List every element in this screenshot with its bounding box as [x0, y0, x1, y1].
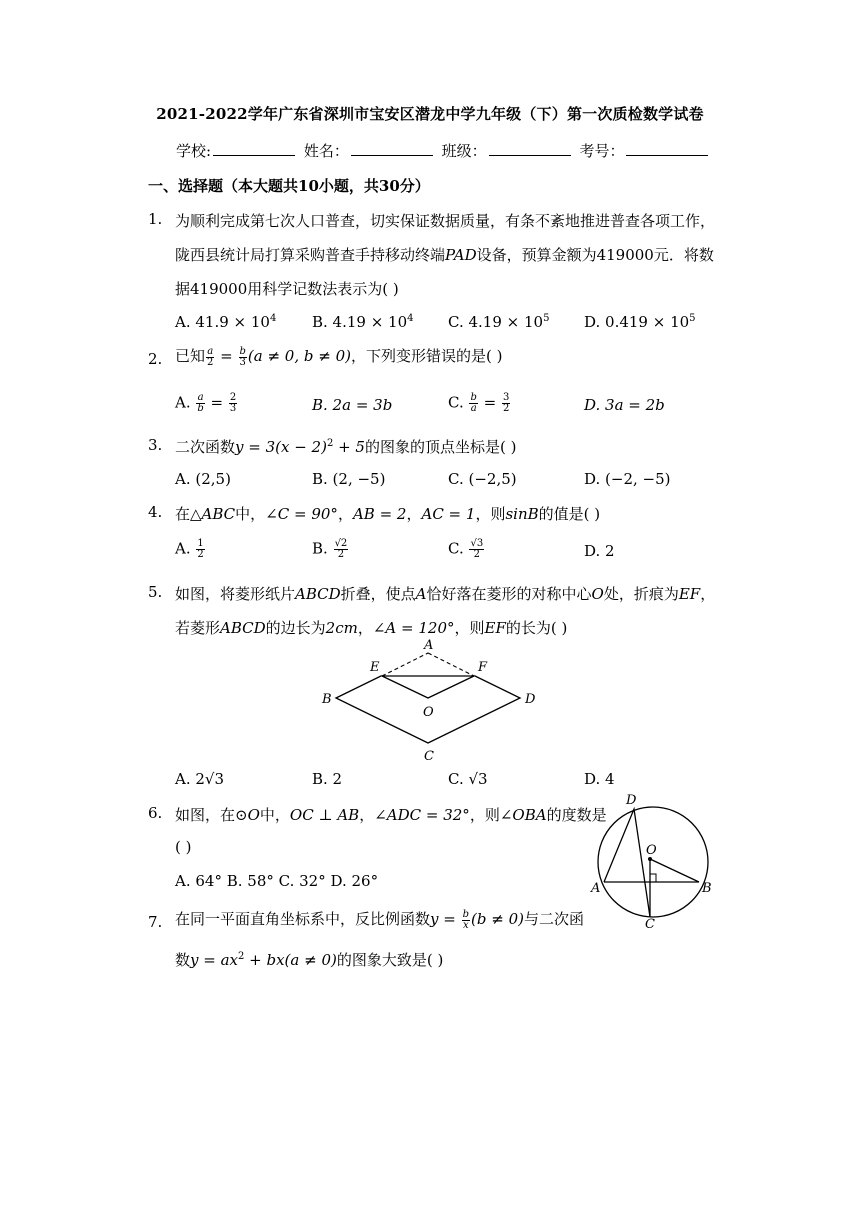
q3-option-c[interactable]: C. (−2,5)	[448, 470, 517, 488]
q7-math: y =	[430, 910, 461, 928]
q4-text: 的值是( )	[538, 505, 601, 523]
school-label: 学校:	[176, 142, 212, 160]
q2-number: 2.	[148, 350, 163, 368]
q4-frac	[334, 539, 349, 560]
q4-frac-num: √3	[470, 538, 484, 549]
q3-text: 二次函数	[175, 438, 236, 456]
q5-text: 如图，将菱形纸片	[175, 585, 296, 603]
q5-math: ∠A = 120°	[372, 619, 455, 637]
school-blank[interactable]	[213, 143, 295, 156]
label-o: O	[423, 705, 434, 720]
q2-eq: =	[478, 393, 501, 412]
chords-ad-dc	[604, 809, 650, 917]
q6-text: 的度数是	[546, 806, 607, 824]
q2-frac-den: b	[197, 403, 204, 414]
q3-option-d[interactable]: D. (−2, −5)	[584, 470, 671, 488]
q1-number: 1.	[148, 210, 163, 228]
q1-math: PAD	[445, 246, 477, 264]
q7-text: 的图象大致是( )	[336, 951, 444, 969]
q4-math: AB = 2	[352, 505, 407, 523]
q7-text: 数	[175, 951, 191, 969]
q5-text: 若菱形	[175, 619, 221, 637]
q6-text: ，	[359, 806, 375, 824]
q6-text: ，则	[469, 806, 500, 824]
name-label: 姓名：	[303, 142, 349, 160]
q6-options[interactable]: A. 64° B. 58° C. 32° D. 26°	[175, 872, 379, 890]
q5-text: 的长为( )	[505, 619, 568, 637]
q2-condition: (a ≠ 0, b ≠ 0)	[247, 347, 351, 365]
q1-option-d[interactable]	[584, 313, 696, 331]
segment-ob	[650, 859, 699, 882]
q2-frac-num: 2	[229, 392, 237, 403]
q4-option-b-label: B.	[312, 539, 333, 558]
q1-option-d-exp: 5	[689, 313, 696, 324]
q4-option-b[interactable]	[312, 539, 349, 560]
section-heading: 一、选择题（本大题共10小题，共30分）	[148, 177, 430, 195]
q3-line-1	[175, 436, 516, 457]
class-label: 班级：	[441, 142, 487, 160]
student-info-line	[176, 140, 712, 161]
q2-frac-den: 2	[503, 403, 510, 414]
q2-frac	[196, 393, 204, 414]
q5-math: A	[415, 585, 427, 603]
q1-option-c-exp: 5	[543, 313, 550, 324]
q1-text: 陇西县统计局打算采购普查手持移动终端	[175, 246, 446, 264]
q4-math: sinB	[505, 505, 539, 523]
q7-number: 7.	[148, 913, 163, 931]
q4-math: ABC	[201, 505, 236, 523]
circle-o	[598, 807, 708, 917]
q5-option-a[interactable]: A. 2√3	[175, 770, 225, 788]
q3-option-a[interactable]: A. (2,5)	[175, 470, 231, 488]
class-blank[interactable]	[489, 143, 571, 156]
q2-frac-b	[239, 347, 247, 368]
q2-text: 已知	[175, 347, 206, 365]
q4-text: 中，	[235, 505, 266, 523]
q1-option-a-exp: 4	[269, 313, 277, 324]
label-b: B	[322, 692, 332, 707]
q4-frac-den: 2	[473, 549, 481, 560]
q1-option-b-text: B. 4.19 × 10	[312, 313, 408, 331]
q5-text: 恰好落在菱形的对称中心	[426, 585, 592, 603]
q2-option-d[interactable]: D. 3a = 2b	[584, 396, 665, 414]
q2-eq: =	[215, 347, 238, 365]
q3-function: + 5	[333, 438, 365, 456]
q7-line-1	[175, 908, 584, 931]
q6-circle-figure	[588, 790, 718, 932]
q3-option-b[interactable]: B. (2, −5)	[312, 470, 386, 488]
q3-function: y = 3(x − 2)	[235, 438, 327, 456]
exam-no-label: 考号：	[579, 142, 625, 160]
q5-option-d[interactable]: D. 4	[584, 770, 615, 788]
q4-text: ，则	[475, 505, 506, 523]
q1-option-a-text: A. 41.9 × 10	[175, 313, 270, 331]
q2-frac-num: a	[197, 392, 204, 403]
q1-option-c-text: C. 4.19 × 10	[448, 313, 544, 331]
q5-math: 2cm	[325, 619, 358, 637]
folded-edges	[382, 676, 474, 698]
exam-no-blank[interactable]	[626, 143, 708, 156]
q2-frac-den: a	[470, 403, 477, 414]
q5-text: 折叠，使点	[340, 585, 416, 603]
label-e: E	[370, 660, 380, 675]
q4-frac	[469, 539, 484, 560]
q5-math: ABCD	[295, 585, 341, 603]
label-d: D	[626, 793, 637, 808]
q2-line-1	[175, 345, 502, 368]
q5-text: 处，折痕为	[603, 585, 679, 603]
q2-frac-num: b	[470, 392, 477, 403]
q6-number: 6.	[148, 804, 163, 822]
q3-number: 3.	[148, 436, 163, 454]
q5-line-2	[175, 617, 567, 638]
q2-frac	[502, 393, 510, 414]
q5-math: ABCD	[220, 619, 266, 637]
q5-option-b[interactable]: B. 2	[312, 770, 343, 788]
q4-line-1	[175, 503, 600, 524]
q1-option-c[interactable]	[448, 313, 549, 331]
q1-line-1: 为顺利完成第七次人口普查，切实保证数据质量，有条不紊地推进普查各项工作，	[175, 212, 716, 230]
q3-exp: 2	[326, 438, 334, 449]
q4-text: 在△	[175, 505, 202, 523]
q7-math: + bx(a ≠ 0)	[244, 951, 337, 969]
q2-frac-num: b	[239, 345, 246, 357]
q4-frac-den: 2	[337, 549, 345, 560]
q6-line-2: ( )	[175, 838, 192, 856]
q4-frac	[196, 539, 204, 560]
q1-option-b-exp: 4	[407, 313, 414, 324]
q2-option-a[interactable]	[175, 393, 238, 414]
q2-eq: =	[205, 393, 228, 412]
q4-math: ∠C = 90°	[265, 505, 338, 523]
q2-frac-den: 3	[229, 403, 237, 414]
q4-frac-num: 1	[197, 538, 204, 549]
q5-text: 的边长为	[265, 619, 326, 637]
q4-math: AC = 1	[421, 505, 476, 523]
q7-math: y = ax	[190, 951, 238, 969]
q1-option-d-text: D. 0.419 × 10	[584, 313, 690, 331]
q4-option-a[interactable]	[175, 539, 206, 560]
q7-line-2	[175, 949, 443, 970]
label-a: A	[591, 881, 601, 896]
q6-math: ∠OBA	[499, 806, 547, 824]
q2-option-a-label: A.	[175, 393, 196, 412]
q5-line-1	[175, 583, 715, 604]
q6-text: 如图，在⊙	[175, 806, 248, 824]
q5-math: EF	[678, 585, 701, 603]
q7-frac	[462, 910, 470, 931]
q1-text: 设备，预算金额为419000元．将数	[476, 246, 714, 264]
q5-number: 5.	[148, 583, 163, 601]
q1-option-b[interactable]	[312, 313, 414, 331]
q2-frac	[229, 393, 237, 414]
q2-text: ，下列变形错误的是( )	[351, 347, 503, 365]
q4-number: 4.	[148, 503, 163, 521]
q3-text: 的图象的顶点坐标是( )	[364, 438, 517, 456]
q5-text: ，	[700, 585, 716, 603]
q7-text: 与二次函	[523, 910, 584, 928]
label-b: B	[702, 881, 712, 896]
q4-text: ，	[337, 505, 353, 523]
q2-frac-den: 2	[207, 356, 214, 368]
q6-text: 中，	[259, 806, 290, 824]
q5-math: O	[591, 585, 604, 603]
page-title: 2021-2022学年广东省深圳市宝安区潜龙中学九年级（下）第一次质检数学试卷	[156, 105, 704, 123]
q6-math: O	[247, 806, 260, 824]
q7-text: 在同一平面直角坐标系中，反比例函数	[175, 910, 431, 928]
q4-option-a-label: A.	[175, 539, 196, 558]
q4-frac-den: 2	[197, 549, 204, 560]
q6-math: ∠ADC = 32°	[374, 806, 470, 824]
q1-option-a[interactable]	[175, 313, 276, 331]
name-blank[interactable]	[351, 143, 433, 156]
q2-frac-a	[206, 347, 214, 368]
q1-line-3: 据419000用科学记数法表示为( )	[175, 280, 399, 298]
q6-line-1	[175, 804, 607, 825]
q5-text: ，	[357, 619, 373, 637]
q6-math: OC ⊥ AB	[289, 806, 360, 824]
label-a: A	[424, 638, 434, 653]
q7-condition: (b ≠ 0)	[471, 910, 524, 928]
label-f: F	[478, 660, 488, 675]
q2-frac-num: a	[207, 345, 214, 357]
q7-frac-den: x	[462, 919, 469, 931]
q5-text: ，则	[454, 619, 485, 637]
q2-frac-den: 3	[239, 356, 246, 368]
label-d: D	[525, 692, 536, 707]
label-c: C	[424, 749, 434, 764]
q4-option-c[interactable]	[448, 539, 485, 560]
q4-option-c-label: C.	[448, 539, 469, 558]
q5-math: EF	[484, 619, 506, 637]
q2-frac	[469, 393, 477, 414]
q5-rhombus-figure	[318, 636, 546, 766]
q4-option-d[interactable]: D. 2	[584, 542, 615, 560]
q7-frac-num: b	[462, 908, 470, 920]
q4-frac-num: √2	[334, 538, 348, 549]
label-c: C	[645, 917, 655, 932]
right-angle-mark	[650, 874, 656, 882]
q2-option-c-label: C.	[448, 393, 469, 412]
q7-exp: 2	[238, 951, 245, 962]
q5-option-c[interactable]: C. √3	[448, 770, 488, 788]
q4-text: ，	[406, 505, 422, 523]
q2-option-c[interactable]	[448, 393, 511, 414]
q1-line-2	[175, 244, 714, 265]
q2-frac-num: 3	[503, 392, 510, 403]
label-o: O	[646, 843, 657, 858]
q2-option-b[interactable]: B. 2a = 3b	[312, 396, 393, 414]
